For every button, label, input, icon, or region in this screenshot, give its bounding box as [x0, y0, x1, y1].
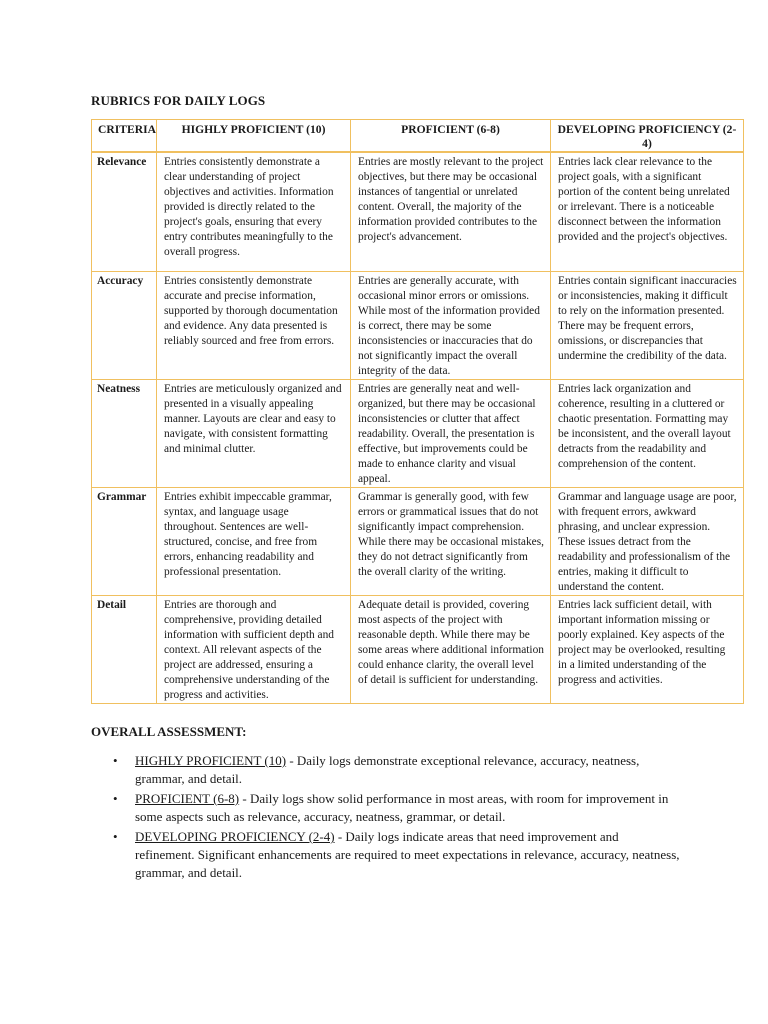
proficient-cell: Entries are mostly relevant to the project objectives, but there may be occasional instances of tangential or unrelated content. Overall, the majority of the information provided contributes to the project's advancement. [351, 152, 551, 272]
proficient-cell: Grammar is generally good, with few errors or grammatical issues that do not significantly impact comprehension. While there may be occasional mistakes, they do not detract significantly from the overall clarity of the writing. [351, 488, 551, 596]
assessment-level: DEVELOPING PROFICIENCY (2-4) [135, 829, 335, 844]
assessment-description: - Daily logs indicate areas that need improvement and refinement. Significant enhancements are required to meet expectations in relevance, accuracy, neatness, grammar, and detail. [135, 829, 680, 880]
developing-proficiency-cell: Entries lack sufficient detail, with important information missing or poorly explained. Key aspects of the project may be overlooked, resulting in a limited understanding of the progress and activities. [551, 596, 744, 704]
criterion-cell: Accuracy [92, 272, 157, 380]
column-header-criteria: CRITERIA [92, 120, 157, 153]
assessment-level: HIGHLY PROFICIENT (10) [135, 753, 287, 768]
highly-proficient-cell: Entries are meticulously organized and presented in a visually appealing manner. Layouts are clear and easy to navigate, with consistent formatting and minimal clutter. [157, 380, 351, 488]
table-row-accuracy [92, 272, 744, 380]
bullet-icon: • [113, 753, 118, 768]
assessment-level: PROFICIENT (6-8) [135, 791, 240, 806]
table-row-relevance [92, 152, 744, 272]
proficient-cell: Adequate detail is provided, covering most aspects of the project with reasonable depth. While there may be some areas where additional information could enhance clarity, the overall level of detail is sufficient for understanding. [351, 596, 551, 704]
table-row-neatness [92, 380, 744, 488]
list-item [111, 790, 681, 826]
table-row-detail [92, 596, 744, 704]
developing-proficiency-cell: Entries contain significant inaccuracies or inconsistencies, making it difficult to rely on the information presented. There may be frequent errors, omissions, or discrepancies that undermine the credibility of the data. [551, 272, 744, 380]
criterion-cell: Relevance [92, 152, 157, 272]
table-row-grammar [92, 488, 744, 596]
criterion-cell: Grammar [92, 488, 157, 596]
list-item [111, 752, 681, 788]
rubric-table [91, 119, 744, 704]
bullet-icon: • [113, 829, 118, 844]
highly-proficient-cell: Entries consistently demonstrate accurate and precise information, supported by thorough documentation and evidence. Any data presented is reliably sourced and free from errors. [157, 272, 351, 380]
assessment-description: - Daily logs show solid performance in most areas, with room for improvement in some aspects such as relevance, accuracy, neatness, grammar, or detail. [135, 791, 669, 824]
proficient-cell: Entries are generally neat and well-organized, but there may be occasional inconsistencies or clutter that affect readability. Overall, the presentation is effective, but improvements could be made to enhance clarity and visual appeal. [351, 380, 551, 488]
page-title: RUBRICS FOR DAILY LOGS [91, 93, 266, 108]
criterion-cell: Detail [92, 596, 157, 704]
overall-assessment-heading: OVERALL ASSESSMENT: [91, 724, 247, 739]
assessment-description: - Daily logs demonstrate exceptional relevance, accuracy, neatness, grammar, and detail. [135, 753, 640, 786]
bullet-icon: • [113, 791, 118, 806]
column-header-proficient: PROFICIENT (6-8) [351, 120, 551, 153]
developing-proficiency-cell: Entries lack clear relevance to the project goals, with a significant portion of the content being unrelated or irrelevant. There is a noticeable disconnect between the information provided and the project's objectives. [551, 152, 744, 272]
column-header-highly-proficient: HIGHLY PROFICIENT (10) [157, 120, 351, 153]
column-header-developing-proficiency: DEVELOPING PROFICIENCY (2-4) [551, 120, 744, 153]
criterion-cell: Neatness [92, 380, 157, 488]
table-header-row [92, 120, 744, 153]
proficient-cell: Entries are generally accurate, with occasional minor errors or omissions. While most of the information provided is correct, there may be some inconsistencies or inaccuracies that do not significantly impact the overall integrity of the data. [351, 272, 551, 380]
developing-proficiency-cell: Entries lack organization and coherence, resulting in a cluttered or chaotic presentation. Formatting may be inconsistent, and the overall layout detracts from the readability and comprehension of the content. [551, 380, 744, 488]
developing-proficiency-cell: Grammar and language usage are poor, with frequent errors, awkward phrasing, and unclear expression. These issues detract from the readability and professionalism of the entries, making it difficult to understand the content. [551, 488, 744, 596]
highly-proficient-cell: Entries are thorough and comprehensive, providing detailed information with sufficient depth and context. All relevant aspects of the project are addressed, ensuring a comprehensive understanding of the progress and activities. [157, 596, 351, 704]
list-item [111, 828, 681, 882]
highly-proficient-cell: Entries exhibit impeccable grammar, syntax, and language usage throughout. Sentences are well-structured, concise, and free from errors, enhancing readability and professional presentation. [157, 488, 351, 596]
highly-proficient-cell: Entries consistently demonstrate a clear understanding of project objectives and activities. Information provided is directly related to the project's goals, ensuring that every entry contributes meaningfully to the overall progress. [157, 152, 351, 272]
overall-assessment-list [111, 752, 681, 884]
